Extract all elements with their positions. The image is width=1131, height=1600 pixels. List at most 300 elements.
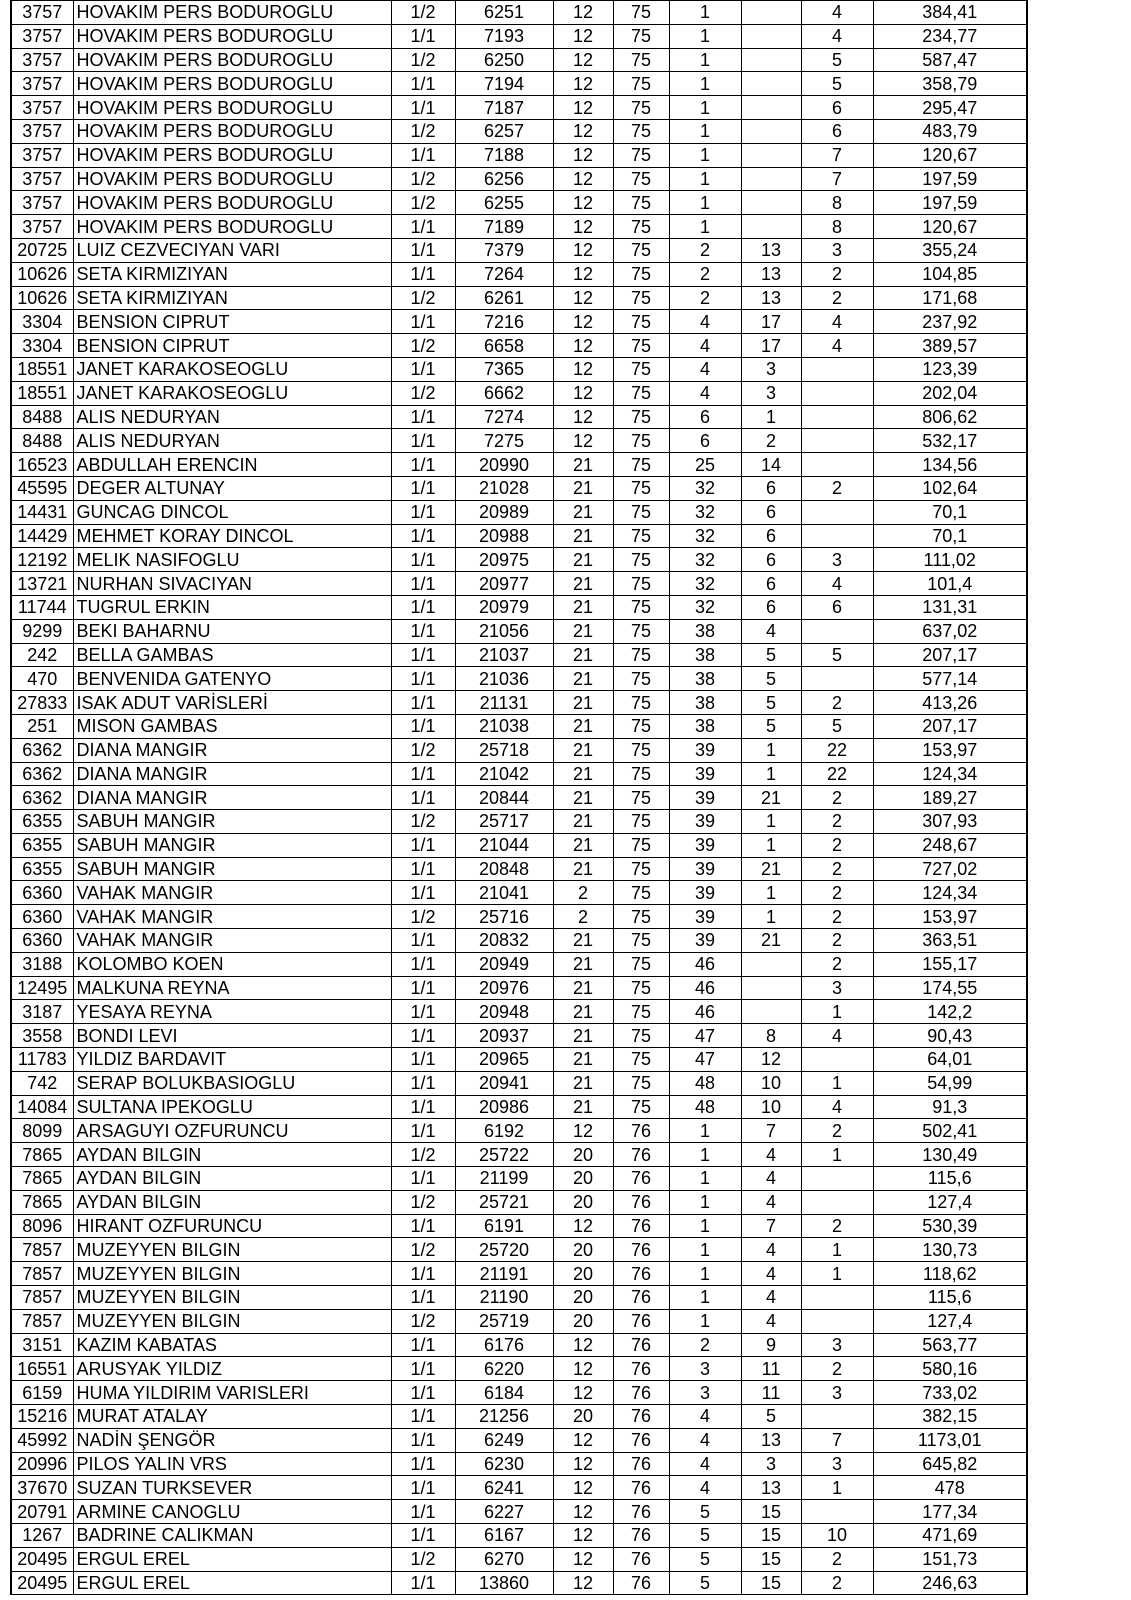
parcel-no-cell: 20975 [455, 548, 553, 572]
table-row [11, 1309, 1027, 1333]
col-8-cell: 8 [741, 1024, 801, 1048]
col-6-cell: 75 [613, 381, 669, 405]
col-5-cell: 21 [553, 643, 613, 667]
col-7-cell: 1 [669, 24, 741, 48]
owner-name-cell: HUMA YILDIRIM VARISLERI [73, 1381, 391, 1405]
parcel-no-cell: 6176 [455, 1333, 553, 1357]
col-6-cell: 75 [613, 572, 669, 596]
col-5-cell: 12 [553, 72, 613, 96]
amount-cell: 174,55 [873, 976, 1027, 1000]
share-cell: 1/1 [391, 1167, 455, 1191]
amount-cell: 207,17 [873, 714, 1027, 738]
record-id-cell: 3757 [11, 48, 73, 72]
col-8-cell: 1 [741, 762, 801, 786]
col-6-cell: 76 [613, 1262, 669, 1286]
parcel-no-cell: 21036 [455, 667, 553, 691]
record-id-cell: 7857 [11, 1238, 73, 1262]
parcel-no-cell: 20979 [455, 595, 553, 619]
table-row [11, 381, 1027, 405]
share-cell: 1/1 [391, 453, 455, 477]
record-id-cell: 7865 [11, 1143, 73, 1167]
parcel-no-cell: 6191 [455, 1214, 553, 1238]
share-cell: 1/1 [391, 357, 455, 381]
col-6-cell: 75 [613, 310, 669, 334]
record-id-cell: 6360 [11, 905, 73, 929]
share-cell: 1/1 [391, 1024, 455, 1048]
col-8-cell: 5 [741, 691, 801, 715]
col-9-cell: 2 [801, 952, 873, 976]
col-6-cell: 75 [613, 1000, 669, 1024]
col-9-cell: 1 [801, 1071, 873, 1095]
share-cell: 1/2 [391, 48, 455, 72]
record-id-cell: 6355 [11, 857, 73, 881]
col-7-cell: 2 [669, 262, 741, 286]
col-9-cell [801, 1190, 873, 1214]
amount-cell: 1173,01 [873, 1428, 1027, 1452]
col-6-cell: 75 [613, 833, 669, 857]
owner-name-cell: DIANA MANGIR [73, 786, 391, 810]
col-7-cell: 1 [669, 1143, 741, 1167]
table-row [11, 286, 1027, 310]
col-9-cell: 4 [801, 1024, 873, 1048]
parcel-no-cell: 25718 [455, 738, 553, 762]
col-6-cell: 76 [613, 1333, 669, 1357]
col-9-cell: 5 [801, 714, 873, 738]
col-7-cell: 39 [669, 833, 741, 857]
parcel-no-cell: 20832 [455, 929, 553, 953]
amount-cell: 207,17 [873, 643, 1027, 667]
record-id-cell: 20996 [11, 1452, 73, 1476]
table-row [11, 1167, 1027, 1191]
col-8-cell: 5 [741, 1405, 801, 1429]
amount-cell: 248,67 [873, 833, 1027, 857]
share-cell: 1/1 [391, 1000, 455, 1024]
col-6-cell: 75 [613, 476, 669, 500]
col-7-cell: 39 [669, 881, 741, 905]
record-id-cell: 3757 [11, 215, 73, 239]
parcel-no-cell: 6249 [455, 1428, 553, 1452]
owner-name-cell: SETA KIRMIZIYAN [73, 262, 391, 286]
col-8-cell: 3 [741, 381, 801, 405]
parcel-no-cell: 20848 [455, 857, 553, 881]
col-6-cell: 76 [613, 1143, 669, 1167]
col-8-cell: 1 [741, 833, 801, 857]
col-6-cell: 76 [613, 1500, 669, 1524]
col-8-cell [741, 24, 801, 48]
col-6-cell: 75 [613, 1024, 669, 1048]
share-cell: 1/2 [391, 1547, 455, 1571]
col-6-cell: 75 [613, 929, 669, 953]
col-5-cell: 12 [553, 262, 613, 286]
col-8-cell: 5 [741, 667, 801, 691]
amount-cell: 307,93 [873, 810, 1027, 834]
record-id-cell: 20725 [11, 238, 73, 262]
parcel-no-cell: 6270 [455, 1547, 553, 1571]
col-7-cell: 47 [669, 1048, 741, 1072]
col-6-cell: 75 [613, 524, 669, 548]
table-row [11, 1428, 1027, 1452]
col-5-cell: 12 [553, 405, 613, 429]
col-9-cell: 5 [801, 48, 873, 72]
share-cell: 1/1 [391, 619, 455, 643]
col-6-cell: 75 [613, 500, 669, 524]
owner-name-cell: JANET KARAKOSEOGLU [73, 381, 391, 405]
record-id-cell: 10626 [11, 286, 73, 310]
col-7-cell: 39 [669, 810, 741, 834]
owner-name-cell: KOLOMBO KOEN [73, 952, 391, 976]
owner-name-cell: HOVAKIM PERS BODUROGLU [73, 143, 391, 167]
table-row [11, 619, 1027, 643]
record-id-cell: 242 [11, 643, 73, 667]
col-6-cell: 75 [613, 714, 669, 738]
col-9-cell: 1 [801, 1238, 873, 1262]
col-5-cell: 12 [553, 119, 613, 143]
amount-cell: 64,01 [873, 1048, 1027, 1072]
owner-name-cell: HOVAKIM PERS BODUROGLU [73, 96, 391, 120]
parcel-no-cell: 25719 [455, 1309, 553, 1333]
share-cell: 1/1 [391, 1381, 455, 1405]
amount-cell: 115,6 [873, 1286, 1027, 1310]
col-8-cell: 5 [741, 714, 801, 738]
col-7-cell: 38 [669, 643, 741, 667]
col-5-cell: 12 [553, 238, 613, 262]
table-row [11, 786, 1027, 810]
col-8-cell: 4 [741, 619, 801, 643]
col-5-cell: 21 [553, 1095, 613, 1119]
col-8-cell: 13 [741, 238, 801, 262]
parcel-no-cell: 7216 [455, 310, 553, 334]
owner-name-cell: MELIK NASIFOGLU [73, 548, 391, 572]
col-9-cell: 22 [801, 738, 873, 762]
col-6-cell: 76 [613, 1119, 669, 1143]
col-8-cell: 6 [741, 572, 801, 596]
col-9-cell [801, 405, 873, 429]
col-7-cell: 39 [669, 905, 741, 929]
record-id-cell: 12495 [11, 976, 73, 1000]
share-cell: 1/1 [391, 881, 455, 905]
record-id-cell: 18551 [11, 357, 73, 381]
table-row [11, 1357, 1027, 1381]
share-cell: 1/1 [391, 1286, 455, 1310]
owner-name-cell: VAHAK MANGIR [73, 881, 391, 905]
owner-name-cell: ISAK ADUT VARİSLERİ [73, 691, 391, 715]
col-5-cell: 12 [553, 1214, 613, 1238]
record-id-cell: 14429 [11, 524, 73, 548]
record-id-cell: 3558 [11, 1024, 73, 1048]
share-cell: 1/1 [391, 215, 455, 239]
col-8-cell: 1 [741, 881, 801, 905]
parcel-no-cell: 20989 [455, 500, 553, 524]
table-row [11, 1048, 1027, 1072]
col-8-cell: 15 [741, 1547, 801, 1571]
col-7-cell: 4 [669, 1428, 741, 1452]
col-7-cell: 2 [669, 238, 741, 262]
table-row [11, 334, 1027, 358]
col-7-cell: 48 [669, 1095, 741, 1119]
record-id-cell: 20495 [11, 1571, 73, 1595]
col-5-cell: 12 [553, 1381, 613, 1405]
owner-name-cell: KAZIM KABATAS [73, 1333, 391, 1357]
owner-name-cell: MUZEYYEN BILGIN [73, 1238, 391, 1262]
parcel-no-cell: 7264 [455, 262, 553, 286]
col-9-cell: 3 [801, 238, 873, 262]
share-cell: 1/1 [391, 143, 455, 167]
col-6-cell: 75 [613, 691, 669, 715]
table-row [11, 1, 1027, 25]
col-6-cell: 75 [613, 1071, 669, 1095]
share-cell: 1/1 [391, 1405, 455, 1429]
owner-name-cell: MEHMET KORAY DINCOL [73, 524, 391, 548]
col-5-cell: 12 [553, 1476, 613, 1500]
col-5-cell: 12 [553, 96, 613, 120]
col-8-cell: 7 [741, 1119, 801, 1143]
col-6-cell: 75 [613, 619, 669, 643]
col-9-cell: 1 [801, 1000, 873, 1024]
col-9-cell: 2 [801, 786, 873, 810]
parcel-no-cell: 6192 [455, 1119, 553, 1143]
col-8-cell [741, 976, 801, 1000]
share-cell: 1/1 [391, 762, 455, 786]
share-cell: 1/2 [391, 334, 455, 358]
col-5-cell: 21 [553, 1024, 613, 1048]
col-8-cell: 6 [741, 595, 801, 619]
amount-cell: 118,62 [873, 1262, 1027, 1286]
table-row [11, 1119, 1027, 1143]
col-5-cell: 21 [553, 453, 613, 477]
record-id-cell: 16523 [11, 453, 73, 477]
parcel-no-cell: 6658 [455, 334, 553, 358]
share-cell: 1/1 [391, 572, 455, 596]
parcel-no-cell: 20965 [455, 1048, 553, 1072]
amount-cell: 124,34 [873, 762, 1027, 786]
col-9-cell: 4 [801, 1, 873, 25]
col-7-cell: 48 [669, 1071, 741, 1095]
table-row [11, 1190, 1027, 1214]
parcel-no-cell: 20937 [455, 1024, 553, 1048]
parcel-no-cell: 7274 [455, 405, 553, 429]
share-cell: 1/2 [391, 1143, 455, 1167]
owner-name-cell: HOVAKIM PERS BODUROGLU [73, 72, 391, 96]
table-row [11, 1095, 1027, 1119]
parcel-no-cell: 25716 [455, 905, 553, 929]
record-id-cell: 3757 [11, 24, 73, 48]
col-6-cell: 75 [613, 262, 669, 286]
record-id-cell: 27833 [11, 691, 73, 715]
parcel-no-cell: 7379 [455, 238, 553, 262]
col-9-cell: 5 [801, 72, 873, 96]
col-6-cell: 75 [613, 1048, 669, 1072]
parcel-no-cell: 21028 [455, 476, 553, 500]
col-6-cell: 75 [613, 905, 669, 929]
col-6-cell: 76 [613, 1547, 669, 1571]
amount-cell: 120,67 [873, 215, 1027, 239]
record-id-cell: 6362 [11, 786, 73, 810]
table-row [11, 524, 1027, 548]
record-id-cell: 8488 [11, 405, 73, 429]
table-row [11, 1333, 1027, 1357]
parcel-no-cell: 20976 [455, 976, 553, 1000]
col-5-cell: 12 [553, 1428, 613, 1452]
col-8-cell: 6 [741, 476, 801, 500]
col-6-cell: 75 [613, 595, 669, 619]
col-5-cell: 21 [553, 691, 613, 715]
owner-name-cell: AYDAN BILGIN [73, 1167, 391, 1191]
col-9-cell: 2 [801, 1571, 873, 1595]
record-id-cell: 20791 [11, 1500, 73, 1524]
amount-cell: 806,62 [873, 405, 1027, 429]
col-7-cell: 1 [669, 96, 741, 120]
col-8-cell: 13 [741, 262, 801, 286]
table-row [11, 429, 1027, 453]
share-cell: 1/1 [391, 500, 455, 524]
owner-name-cell: LUIZ CEZVECIYAN VARI [73, 238, 391, 262]
owner-name-cell: VAHAK MANGIR [73, 905, 391, 929]
col-8-cell [741, 96, 801, 120]
owner-name-cell: MURAT ATALAY [73, 1405, 391, 1429]
record-id-cell: 3757 [11, 143, 73, 167]
col-7-cell: 46 [669, 952, 741, 976]
share-cell: 1/2 [391, 1, 455, 25]
record-id-cell: 10626 [11, 262, 73, 286]
share-cell: 1/2 [391, 119, 455, 143]
col-9-cell: 10 [801, 1524, 873, 1548]
owner-name-cell: HOVAKIM PERS BODUROGLU [73, 1, 391, 25]
col-6-cell: 76 [613, 1524, 669, 1548]
col-8-cell [741, 72, 801, 96]
amount-cell: 111,02 [873, 548, 1027, 572]
share-cell: 1/1 [391, 976, 455, 1000]
parcel-no-cell: 7194 [455, 72, 553, 96]
col-6-cell: 76 [613, 1476, 669, 1500]
amount-cell: 127,4 [873, 1190, 1027, 1214]
share-cell: 1/1 [391, 1428, 455, 1452]
col-6-cell: 75 [613, 976, 669, 1000]
record-id-cell: 6360 [11, 881, 73, 905]
col-6-cell: 76 [613, 1381, 669, 1405]
table-row [11, 453, 1027, 477]
record-id-cell: 37670 [11, 1476, 73, 1500]
col-5-cell: 12 [553, 429, 613, 453]
col-7-cell: 6 [669, 429, 741, 453]
col-7-cell: 4 [669, 381, 741, 405]
col-6-cell: 75 [613, 286, 669, 310]
table-row [11, 714, 1027, 738]
owner-name-cell: BELLA GAMBAS [73, 643, 391, 667]
share-cell: 1/1 [391, 238, 455, 262]
col-6-cell: 75 [613, 762, 669, 786]
owner-name-cell: TUGRUL ERKIN [73, 595, 391, 619]
owner-name-cell: ARSAGUYI OZFURUNCU [73, 1119, 391, 1143]
owner-name-cell: HOVAKIM PERS BODUROGLU [73, 167, 391, 191]
col-8-cell: 11 [741, 1357, 801, 1381]
amount-cell: 90,43 [873, 1024, 1027, 1048]
parcel-no-cell: 21044 [455, 833, 553, 857]
parcel-no-cell: 6261 [455, 286, 553, 310]
amount-cell: 91,3 [873, 1095, 1027, 1119]
col-7-cell: 1 [669, 215, 741, 239]
col-5-cell: 21 [553, 476, 613, 500]
col-9-cell: 7 [801, 143, 873, 167]
owner-name-cell: ERGUL EREL [73, 1547, 391, 1571]
share-cell: 1/1 [391, 1262, 455, 1286]
share-cell: 1/1 [391, 24, 455, 48]
table-row [11, 1286, 1027, 1310]
amount-cell: 134,56 [873, 453, 1027, 477]
amount-cell: 102,64 [873, 476, 1027, 500]
col-5-cell: 2 [553, 905, 613, 929]
col-7-cell: 32 [669, 595, 741, 619]
col-5-cell: 12 [553, 143, 613, 167]
table-row [11, 929, 1027, 953]
col-8-cell [741, 215, 801, 239]
share-cell: 1/1 [391, 1214, 455, 1238]
col-8-cell: 1 [741, 905, 801, 929]
col-8-cell [741, 48, 801, 72]
col-8-cell: 9 [741, 1333, 801, 1357]
col-7-cell: 4 [669, 1405, 741, 1429]
col-6-cell: 76 [613, 1357, 669, 1381]
owner-name-cell: MUZEYYEN BILGIN [73, 1286, 391, 1310]
parcel-no-cell: 21037 [455, 643, 553, 667]
col-7-cell: 1 [669, 191, 741, 215]
record-id-cell: 8096 [11, 1214, 73, 1238]
col-7-cell: 46 [669, 1000, 741, 1024]
record-id-cell: 7857 [11, 1262, 73, 1286]
parcel-no-cell: 25722 [455, 1143, 553, 1167]
col-9-cell: 2 [801, 476, 873, 500]
col-7-cell: 1 [669, 1286, 741, 1310]
amount-cell: 131,31 [873, 595, 1027, 619]
amount-cell: 54,99 [873, 1071, 1027, 1095]
col-7-cell: 1 [669, 48, 741, 72]
table-row [11, 72, 1027, 96]
col-8-cell: 4 [741, 1143, 801, 1167]
share-cell: 1/1 [391, 405, 455, 429]
col-5-cell: 20 [553, 1143, 613, 1167]
col-5-cell: 12 [553, 215, 613, 239]
parcel-no-cell: 7193 [455, 24, 553, 48]
amount-cell: 130,73 [873, 1238, 1027, 1262]
record-id-cell: 6159 [11, 1381, 73, 1405]
share-cell: 1/2 [391, 1238, 455, 1262]
parcel-no-cell: 6184 [455, 1381, 553, 1405]
amount-cell: 104,85 [873, 262, 1027, 286]
col-6-cell: 75 [613, 119, 669, 143]
col-5-cell: 12 [553, 1333, 613, 1357]
table-row [11, 1071, 1027, 1095]
col-9-cell: 3 [801, 1333, 873, 1357]
col-7-cell: 39 [669, 786, 741, 810]
col-8-cell: 4 [741, 1309, 801, 1333]
amount-cell: 363,51 [873, 929, 1027, 953]
table-row [11, 215, 1027, 239]
col-7-cell: 4 [669, 1476, 741, 1500]
table-row [11, 667, 1027, 691]
col-8-cell [741, 1000, 801, 1024]
owner-name-cell: AYDAN BILGIN [73, 1143, 391, 1167]
col-5-cell: 12 [553, 286, 613, 310]
owner-name-cell: BEKI BAHARNU [73, 619, 391, 643]
col-6-cell: 75 [613, 72, 669, 96]
record-id-cell: 14084 [11, 1095, 73, 1119]
parcel-no-cell: 6167 [455, 1524, 553, 1548]
table-row [11, 262, 1027, 286]
col-9-cell: 2 [801, 262, 873, 286]
parcel-no-cell: 6250 [455, 48, 553, 72]
col-5-cell: 12 [553, 1357, 613, 1381]
col-6-cell: 75 [613, 215, 669, 239]
owner-name-cell: DIANA MANGIR [73, 738, 391, 762]
